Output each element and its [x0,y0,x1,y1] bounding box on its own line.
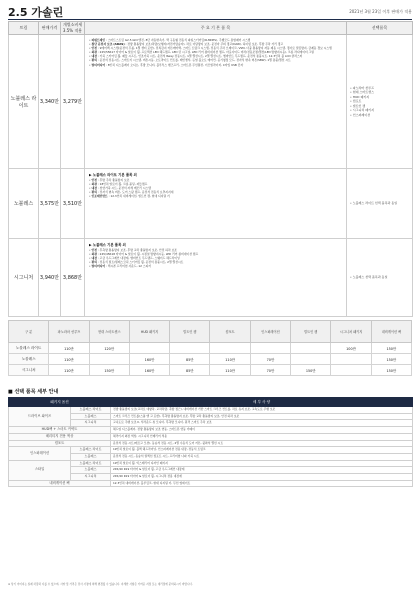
option-row-label: 시그니처 [9,365,49,376]
option-list [347,35,413,169]
option-price-cell: 150만 [291,365,331,376]
trim-price-35: 3,868만 [61,239,85,317]
spec-list [85,239,347,317]
spec-label: 편의 [91,260,97,265]
spec-item: • 외관 : 245/45R18 타이어 & 알로이 휠, 시퀀셜 방향지시등, LED 리어 콤비네이션 램프 [89,252,199,257]
option-price-cell [210,343,250,354]
trim-name: 시그니처 [9,239,39,317]
option-item: • 인스퍼레이션 [350,112,371,117]
option-price-row [9,354,412,365]
spec-label: 멀티미디어 [91,264,106,269]
selection-category: 스타일 [9,460,71,480]
selection-trim: 노블레스 라이트 [71,460,111,467]
spec-item: • 내장 : 천연가죽 시트, 운전석 자세 메모리 시스템 [89,186,151,191]
option-price-cell [291,354,331,365]
spec-text: : 스마트스트림 G2.5 GDI 엔진, 8단 자동변속기, 랙 구동형 전동식 파워스티어링(R-MDPS), 주행모드 통합제어 시스템 [105,38,251,42]
header-specs: 주 요 기 본 품 목 [85,22,347,35]
option-item: • 노블레스 라이트 선택 품목과 동일 [350,201,398,206]
spec-text: : 후방 주차 충돌방지 보조 [96,178,130,182]
option-header: 구 분 [9,321,49,343]
selection-trim: 시그니처 [71,420,111,427]
spec-text: : 225/55R17 타이어 & 알로이 휠, 프로젝션 LED 헤드램프, LED 턴 시그널, LED 리어 콤비네이션 램프, 아웃사이드 미러(전동조절/열선/LED 방향지시등), 크롬 라디에이터 그릴 [96,50,315,55]
spec-item: • 멀티미디어 : 렉시콘 프리미엄 사운드, 12 스피커 [89,264,151,269]
selection-category: 컴포트 [9,440,111,447]
spec-item: • 외관 : 225/55R17 타이어 & 알로이 휠, 프로젝션 LED 헤드램프, LED 턴 시그널, LED 리어 콤비네이션 램프, 아웃사이드 미러(전동조절/열선/LED 방향지시등), 크롬 라디에이터 그릴 [89,50,315,55]
selection-detail: 19인치 알로이 휠, 익스테리어 디자인 패키지 [111,460,413,467]
selection-detail: 헤리티지 외장 색상, 시그니처 인테리어 적용 [111,433,413,440]
option-price-cell: 110만 [210,354,250,365]
trim-price: 3,340만 [39,35,61,169]
option-price-cell: 160만 [129,365,169,376]
selection-detail: 245/40 R19 타이어 & 알로이 휠, 고급 우드그레인 내장재 [111,467,413,474]
spec-label: 첨단 운전자 보조 (ADAS) [91,42,125,47]
selection-detail-table [8,397,413,487]
title-divider [8,19,412,20]
option-price-cell [291,343,331,354]
spec-text: : 후측방 충돌방지 보조, 후방 교차 충돌방지 보조, 안전 하차 보조 [96,248,177,252]
option-row-label: 노블레스 라이트 [9,343,49,354]
spec-label: 내장 [91,54,97,59]
option-price-row [9,343,412,354]
trim-price-35: 3,510만 [61,169,85,239]
selection-row [9,407,413,414]
option-header: 빌트인 캠 [170,321,210,343]
option-price-cell: 110만 [49,343,89,354]
option-price-cell [331,365,371,376]
spec-label: 내장 [91,256,97,261]
selection-row [9,480,413,487]
spec-label: 안전 [91,248,97,252]
selection-detail: 고속도로 주행 보조 II, 서라운드 뷰 모니터, 후측방 모니터, 원격 스마트 주차 보조 [111,420,413,427]
selection-trim: 노블레스 [71,453,111,460]
spec-label: 인포테인먼트 [91,194,108,199]
option-price-cell: 110만 [49,354,89,365]
header-trim: 트림 [9,22,39,35]
spec-list [85,35,347,169]
spec-text: : 천연가죽 시트, 운전석 자세 메모리 시스템 [96,186,151,191]
trim-price: 3,575만 [39,169,61,239]
trim-price: 3,940만 [39,239,61,317]
page-title: 2.5 가솔린 [8,6,64,19]
selection-trim: 노블레스 라이트 [71,407,111,414]
option-item: • 시그니처 패키지 [350,108,374,113]
spec-item: • 편의 : 전동식 틸트/텔레스코픽 스티어링 휠, 운전석 통풍시트, 2열 열선시트 [89,260,184,265]
option-price-cell: 110만 [49,365,89,376]
option-item: • 파노라마 선루프 [350,85,374,90]
spec-headline: ▶ 노블레스 라이트 기본 품목 외 [89,173,137,177]
option-price-cell [170,343,210,354]
spec-text: : 렉시콘 프리미엄 사운드, 12 스피커 [105,264,151,269]
selection-row [9,460,413,467]
trim-table-header [9,22,413,35]
option-header: 빌트인 캠 [291,321,331,343]
selection-row [9,427,413,434]
selection-detail: 19인치 알로이 휠, 블랙 헤드라이닝, 인스퍼레이션 전용 내장, 전동식 트렁크 [111,447,413,454]
header-price: 판매가격 [39,22,61,35]
option-price-cell [331,354,371,365]
option-price-cell [89,354,129,365]
selection-category: 헤리티지 전용 색상 [9,433,111,440]
selection-detail: 운전석 전동 시트(에르고 모션), 동승석 전동 시트, 2열 수동식 도어 커튼, 뒷좌석 열선 시트 [111,440,413,447]
spec-label: 편의 [91,190,97,195]
option-price-cell: 160만 [129,354,169,365]
option-price-cell: 150만 [371,343,411,354]
spec-item: • 안전 : 후측방 충돌방지 보조, 후방 교차 충돌방지 보조, 안전 하차 보조 [89,248,177,252]
spec-text: : 전동식 틸트/텔레스코픽 스티어링 휠, 운전석 통풍시트, 2열 열선시트 [96,260,184,265]
spec-item: • 내장 : 가죽 스티어링 휠, 패들 시프트, 인조가죽 시트, 운전석 8way 전동시트, 1열 열선시트, 2열 열선시트, 앰비언트 무드램프, 운전석 통풍시트, 12.3인치 풀 LCD 클러스터 [89,54,303,59]
selection-trim: 시그니처 [71,474,111,481]
option-price-cell: 85만 [170,354,210,365]
option-header: 컴포트 [210,321,250,343]
option-list [347,239,413,317]
spec-text: : 18인치 알로이 휠, 크롬 몰딩, 퍼들램프 [96,182,148,187]
selection-detail: 12.3인치 내비게이션, 블루링크, 현대 디지털 키, 무선 업데이트 [111,480,413,487]
spec-headline: ▶ 노블레스 기본 품목 외 [89,243,126,247]
trim-row [9,239,413,317]
spec-list [85,169,347,239]
option-item: • 빌트인 캠 [350,103,366,108]
spec-text: : 운전석 전동시트, 스마트키 시스템, 버튼시동, 오토라이트 컨트롤, 레인센서, 듀얼 풀오토 에어컨, 공기청정 모드, 전자식 변속 버튼(SBW), 1열 통풍/열선 시트 [96,58,291,63]
spec-label: 외관 [91,50,97,55]
trim-table [8,21,413,317]
spec-item: • 편의 : 전자식 변속 버튼, 도어 스팟 램프, 운전석 전동식 요추지지대 [89,190,174,195]
selection-category: 내비게이션 팩 [9,480,111,487]
spec-text: : 9에어백 시스템(운전석 무릎, 1열 센터 포함), 전복감지 커튼에어백, 스마트 트렁크 시스템, 전동식 주차 브레이크, VSM, 다중 충돌방지 자동 제동 시스템, 경사로 밀림방지, 급제동 경보 시스템 [96,46,332,51]
selection-category: HUD팩 + 스마트 커넥트 [9,427,111,434]
spec-item: • 첨단 운전자 보조 (ADAS) : 전방 충돌방지 보조(차량/보행자/자전거탑승자), 차로 이탈방지 보조, 운전자 주의 경고(DAW), 하이빔 보조, 후방 주차 거리 경고 [89,42,284,47]
option-header: 인스퍼레이션 [250,321,290,343]
header-price-35: 개별소비세 3.5% 적용 [61,22,85,35]
option-header: 시그니처 패키지 [331,321,371,343]
option-price-cell: 70만 [250,354,290,365]
trim-row [9,169,413,239]
option-item: • 현대 스마트센스 [350,90,374,95]
spec-item: • 내장 : 고급 우드그레인 내장재, 앰비언트 무드램프, 스웨이드 헤드라이닝 [89,256,180,261]
spec-label: 파워트레인 [91,38,106,42]
option-item: • HUD 패키지 [350,94,370,99]
option-price-table [8,320,412,376]
option-price-row [9,365,412,376]
selection-detail: 전방 충돌방지 보조(교차로 대향차, 교차차량, 측방 접근), 내비게이션 기반 스마트 크루즈 컨트롤, 차로 유지 보조, 고속도로 주행 보조 [111,407,413,414]
spec-text: : 가죽 스티어링 휠, 패들 시프트, 인조가죽 시트, 운전석 8way 전동시트, 1열 열선시트, 2열 열선시트, 앰비언트 무드램프, 운전석 통풍시트, 12.3인치 풀 LCD 클러스터 [96,54,303,59]
option-header: 내비게이션 팩 [371,321,411,343]
spec-label: 외관 [91,182,97,187]
spec-label: 안전 [91,178,97,182]
spec-item: • 안전 : 후방 주차 충돌방지 보조 [89,178,130,182]
spec-label: 멀티미디어 [91,62,106,67]
spec-item: • 인포테인먼트 : 12.3인치 내비게이션, 빌트인 캠, 현대 디지털 키 [89,194,170,199]
option-price-cell: 100만 [331,343,371,354]
footnote: ※ 상기 이미지는 실제 차량과 다를 수 있으며, 사양 및 가격은 당사 사정에 의해 변경될 수 있습니다. 자세한 사항은 가까운 지점 또는 대리점에 문의하시기 바랍니다. [8,583,193,586]
selection-detail: 스마트 크루즈 컨트롤(스톱 앤 고 포함), 후측방 충돌방지 보조, 후방 교차 충돌방지 보조, 안전 하차 보조 [111,413,413,420]
option-price-cell: 120만 [89,343,129,354]
spec-item: • 편의 : 운전석 전동시트, 스마트키 시스템, 버튼시동, 오토라이트 컨트롤, 레인센서, 듀얼 풀오토 에어컨, 공기청정 모드, 전자식 변속 버튼(SBW), 1열 통풍/열선 시트 [89,58,291,63]
option-price-cell [250,343,290,354]
spec-text: : 245/45R18 타이어 & 알로이 휠, 시퀀셜 방향지시등, LED 리어 콤비네이션 램프 [96,252,199,257]
spec-label: 안전 [91,46,97,51]
section-title: ■ 선택 품목 세부 안내 [8,389,59,395]
selection-trim: 노블레스 [71,413,111,420]
trim-name: 노블레스 [9,169,39,239]
option-price-cell: 85만 [170,365,210,376]
option-price-cell: 110만 [210,365,250,376]
selection-detail: 245/40 R19 타이어 & 알로이 휠, 시그니처 전용 내장재 [111,474,413,481]
selection-detail: 헤드업 디스플레이, 전방 충돌방지 보조 연동, 스마트폰 연동 카페이 [111,427,413,434]
option-price-cell [129,343,169,354]
selection-category: 드라이브 와이즈 [9,407,71,427]
option-item: • 노블레스 선택 품목과 동일 [350,275,388,280]
option-price-cell: 150만 [371,365,411,376]
option-price-cell: 150만 [89,365,129,376]
selection-header-package: 패키지 옵션 [9,398,111,407]
selection-trim: 노블레스 라이트 [71,447,111,454]
selection-row [9,447,413,454]
spec-label: 내장 [91,186,97,191]
spec-item: • 외관 : 18인치 알로이 휠, 크롬 몰딩, 퍼들램프 [89,182,148,187]
header-options: 선택품목 [347,22,413,35]
spec-text: : 고급 우드그레인 내장재, 앰비언트 무드램프, 스웨이드 헤드라이닝 [96,256,180,261]
price-date-note: 2021년 3월 23일 이후 판매가 적용 [349,9,412,14]
spec-text: : 전자식 변속 버튼, 도어 스팟 램프, 운전석 전동식 요추지지대 [96,190,174,195]
selection-row [9,433,413,440]
option-price-cell: 150만 [371,354,411,365]
trim-price-35: 3,279만 [61,35,85,169]
spec-item: • 안전 : 9에어백 시스템(운전석 무릎, 1열 센터 포함), 전복감지 커튼에어백, 스마트 트렁크 시스템, 전동식 주차 브레이크, VSM, 다중 충돌방지 자동 제동 시스템, 경사로 밀림방지, 급제동 경보 시스템 [89,46,332,51]
spec-item: • 멀티미디어 : 8인치 디스플레이 오디오, 후방 모니터, 블루투스 핸즈프리, 스마트폰 무선충전, 이모빌라이저, C타입 USB 단자 [89,62,244,67]
spec-text: : 8인치 디스플레이 오디오, 후방 모니터, 블루투스 핸즈프리, 스마트폰 무선충전, 이모빌라이저, C타입 USB 단자 [105,62,244,67]
option-header: 현대 스마트센스 [89,321,129,343]
option-list [347,169,413,239]
option-item: • 컴포트 [350,99,362,104]
spec-label: 외관 [91,252,97,257]
trim-name: 노블레스 라이트 [9,35,39,169]
option-header: 파노라마 선루프 [49,321,89,343]
option-price-cell: 70만 [250,365,290,376]
selection-trim: 노블레스 [71,467,111,474]
option-row-label: 노블레스 [9,354,49,365]
trim-row [9,35,413,169]
spec-text: : 전방 충돌방지 보조(차량/보행자/자전거탑승자), 차로 이탈방지 보조, 운전자 주의 경고(DAW), 하이빔 보조, 후방 주차 거리 경고 [124,42,284,47]
option-header: HUD 패키지 [129,321,169,343]
selection-header [9,398,413,407]
spec-label: 편의 [91,58,97,63]
selection-header-detail: 세 부 사 양 [111,398,413,407]
selection-category: 인스퍼레이션 [9,447,71,460]
selection-row [9,440,413,447]
spec-text: : 12.3인치 내비게이션, 빌트인 캠, 현대 디지털 키 [107,194,170,199]
spec-item: • 파워트레인 : 스마트스트림 G2.5 GDI 엔진, 8단 자동변속기, 랙 구동형 전동식 파워스티어링(R-MDPS), 주행모드 통합제어 시스템 [89,38,251,42]
selection-detail: 운전석 전동 시트, 동승석 릴렉션 컴포트 시트, 프리미엄 나파 가죽 시트 [111,453,413,460]
option-price-header [9,321,412,343]
